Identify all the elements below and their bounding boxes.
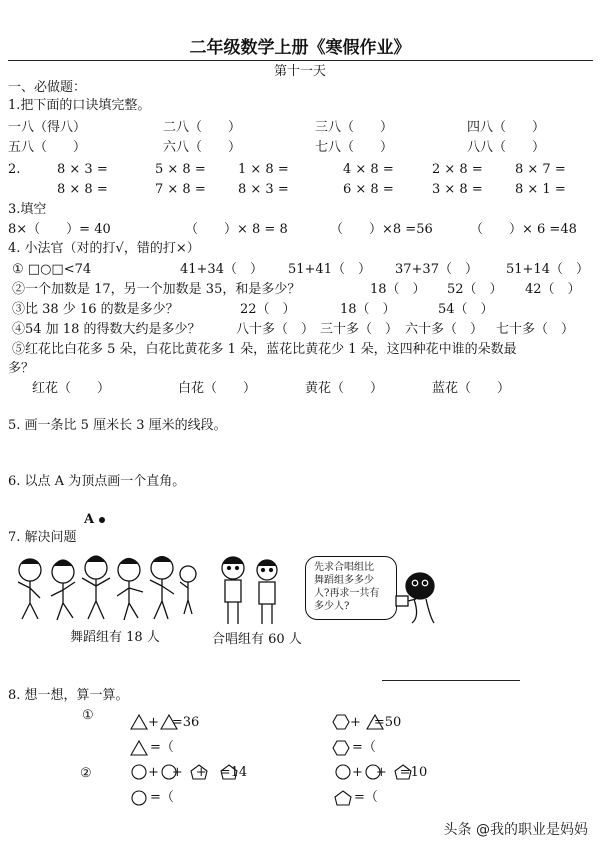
q7-heading: 7. 解决问题	[8, 530, 77, 545]
flower-answer: 黄花（ ）	[305, 381, 384, 396]
triangle-icon	[131, 715, 147, 729]
q4-item: ⑤红花比白花多 5 朵，白花比黄花多 1 朵，蓝花比黄花少 1 朵，这四种花中谁的朵数最	[12, 342, 517, 357]
q2-item: 7 × 8 =	[155, 182, 206, 197]
pentagon-icon	[334, 790, 352, 806]
watermark: 头条 @我的职业是妈妈	[440, 818, 592, 840]
q8-heading: 8. 想一想，算一算。	[8, 688, 129, 703]
q2-item: 8 × 7 =	[515, 162, 566, 177]
cartoon-character-illustration	[392, 568, 442, 628]
q4-item: 八十多（ ）	[236, 322, 315, 337]
q4-item: 54（ ）	[438, 302, 494, 317]
q1-item: 六八（ ）	[163, 140, 242, 155]
dance-caption: 舞蹈组有 18 人	[70, 630, 160, 645]
dancers-illustration	[8, 548, 198, 628]
speech-bubble	[305, 556, 397, 620]
q8-marker: ①	[82, 708, 94, 723]
q4-item: 51+41（ ）	[288, 262, 371, 277]
q2-item: 1 × 8 =	[238, 162, 289, 177]
answer-line	[382, 680, 520, 681]
equation-text: + =36	[148, 715, 200, 730]
q2-item: 5 × 8 =	[155, 162, 206, 177]
equation-text: + =50	[350, 715, 402, 730]
q1-item: 一八（得八）	[8, 120, 87, 135]
q4-item: 41+34（ ）	[180, 262, 263, 277]
q6-text: 6. 以点 A 为顶点画一个直角。	[8, 474, 186, 489]
bubble-line: 先求合唱组比	[314, 562, 374, 573]
q4-item: ④54 加 18 的得数大约是多少？	[12, 322, 201, 337]
q4-item: 22（ ）	[240, 302, 296, 317]
bubble-line: 人?再求一共有	[314, 588, 380, 599]
q1-item: 五八（ ）	[8, 140, 87, 155]
q3-item: （ ）× 8 = 8	[185, 222, 288, 237]
q4-item: ②一个加数是 17，另一个加数是 35，和是多少？	[12, 282, 301, 297]
q5-text: 5. 画一条比 5 厘米长 3 厘米的线段。	[8, 418, 227, 433]
q3-item: （ ）× 6 =48	[470, 222, 577, 237]
q2-item: 8 × 3 =	[238, 182, 289, 197]
q3-heading: 3.填空	[8, 202, 47, 217]
q2-item: 3 × 8 =	[432, 182, 483, 197]
q2-item: 2 × 8 =	[432, 162, 483, 177]
q4-item: 18（ ）	[340, 302, 396, 317]
q4-item: ③比 38 少 16 的数是多少？	[12, 302, 179, 317]
q3-item: （ ）×8 =56	[330, 222, 433, 237]
q2-item: 8 × 8 =	[57, 182, 108, 197]
q1-heading: 1.把下面的口诀填完整。	[8, 98, 151, 113]
hexagon-icon	[333, 715, 349, 729]
q4-item: ① □○□<74	[12, 262, 92, 277]
page-title: 二年级数学上册《寒假作业》	[189, 38, 411, 58]
q4-item: 37+37（ ）	[395, 262, 478, 277]
q4-heading: 4. 小法官（对的打√，错的打×）	[8, 241, 200, 256]
equation-text: =（	[150, 740, 174, 755]
choir-illustration	[215, 552, 290, 630]
q2-number: 2.	[8, 162, 21, 177]
flower-answer: 蓝花（ ）	[432, 381, 511, 396]
equation-text: =（	[354, 790, 378, 805]
point-a-dot	[99, 517, 105, 523]
equation-text: + + + =14	[148, 765, 248, 780]
q1-item: 七八（ ）	[315, 140, 394, 155]
choir-caption: 合唱组有 60 人	[212, 632, 302, 647]
day-subtitle: 第十一天	[273, 64, 326, 79]
flower-answer: 红花（ ）	[32, 381, 111, 396]
point-a-label: A	[84, 512, 95, 527]
section-heading: 一、必做题：	[8, 80, 87, 95]
q2-item: 8 × 1 =	[515, 182, 566, 197]
bubble-line: 多少人?	[314, 601, 350, 612]
title-rule	[8, 60, 593, 61]
q4-item: 三十多（ ）	[320, 322, 399, 337]
q4-item: 51+14（ ）	[506, 262, 589, 277]
q3-item: 8×（ ）= 40	[8, 222, 111, 237]
bubble-line: 舞蹈组多多少	[314, 575, 374, 586]
q1-item: 四八（ ）	[467, 120, 546, 135]
circle-icon	[130, 790, 148, 806]
q1-item: 八八（ ）	[467, 140, 546, 155]
q1-item: 二八（ ）	[163, 120, 242, 135]
circle-icon	[132, 765, 146, 779]
q1-item: 三八（ ）	[315, 120, 394, 135]
equation-text: =（	[150, 790, 174, 805]
q4-item: 52（ ）	[447, 282, 503, 297]
circle-icon	[336, 765, 350, 779]
equation-text: =（	[352, 740, 376, 755]
q2-item: 4 × 8 =	[343, 162, 394, 177]
q4-item: 六十多（ ）	[405, 322, 484, 337]
q2-item: 8 × 3 =	[57, 162, 108, 177]
q4-item: 18（ ）	[370, 282, 426, 297]
flower-answer: 白花（ ）	[178, 381, 257, 396]
hexagon-icon	[332, 740, 350, 756]
triangle-icon	[130, 740, 148, 756]
q8-marker: ②	[80, 766, 92, 781]
q4-item: 七十多（ ）	[496, 322, 575, 337]
q2-item: 6 × 8 =	[343, 182, 394, 197]
q4-item: 多？	[8, 361, 35, 376]
equation-text: + + =10	[352, 765, 428, 780]
q4-item: 42（ ）	[525, 282, 581, 297]
